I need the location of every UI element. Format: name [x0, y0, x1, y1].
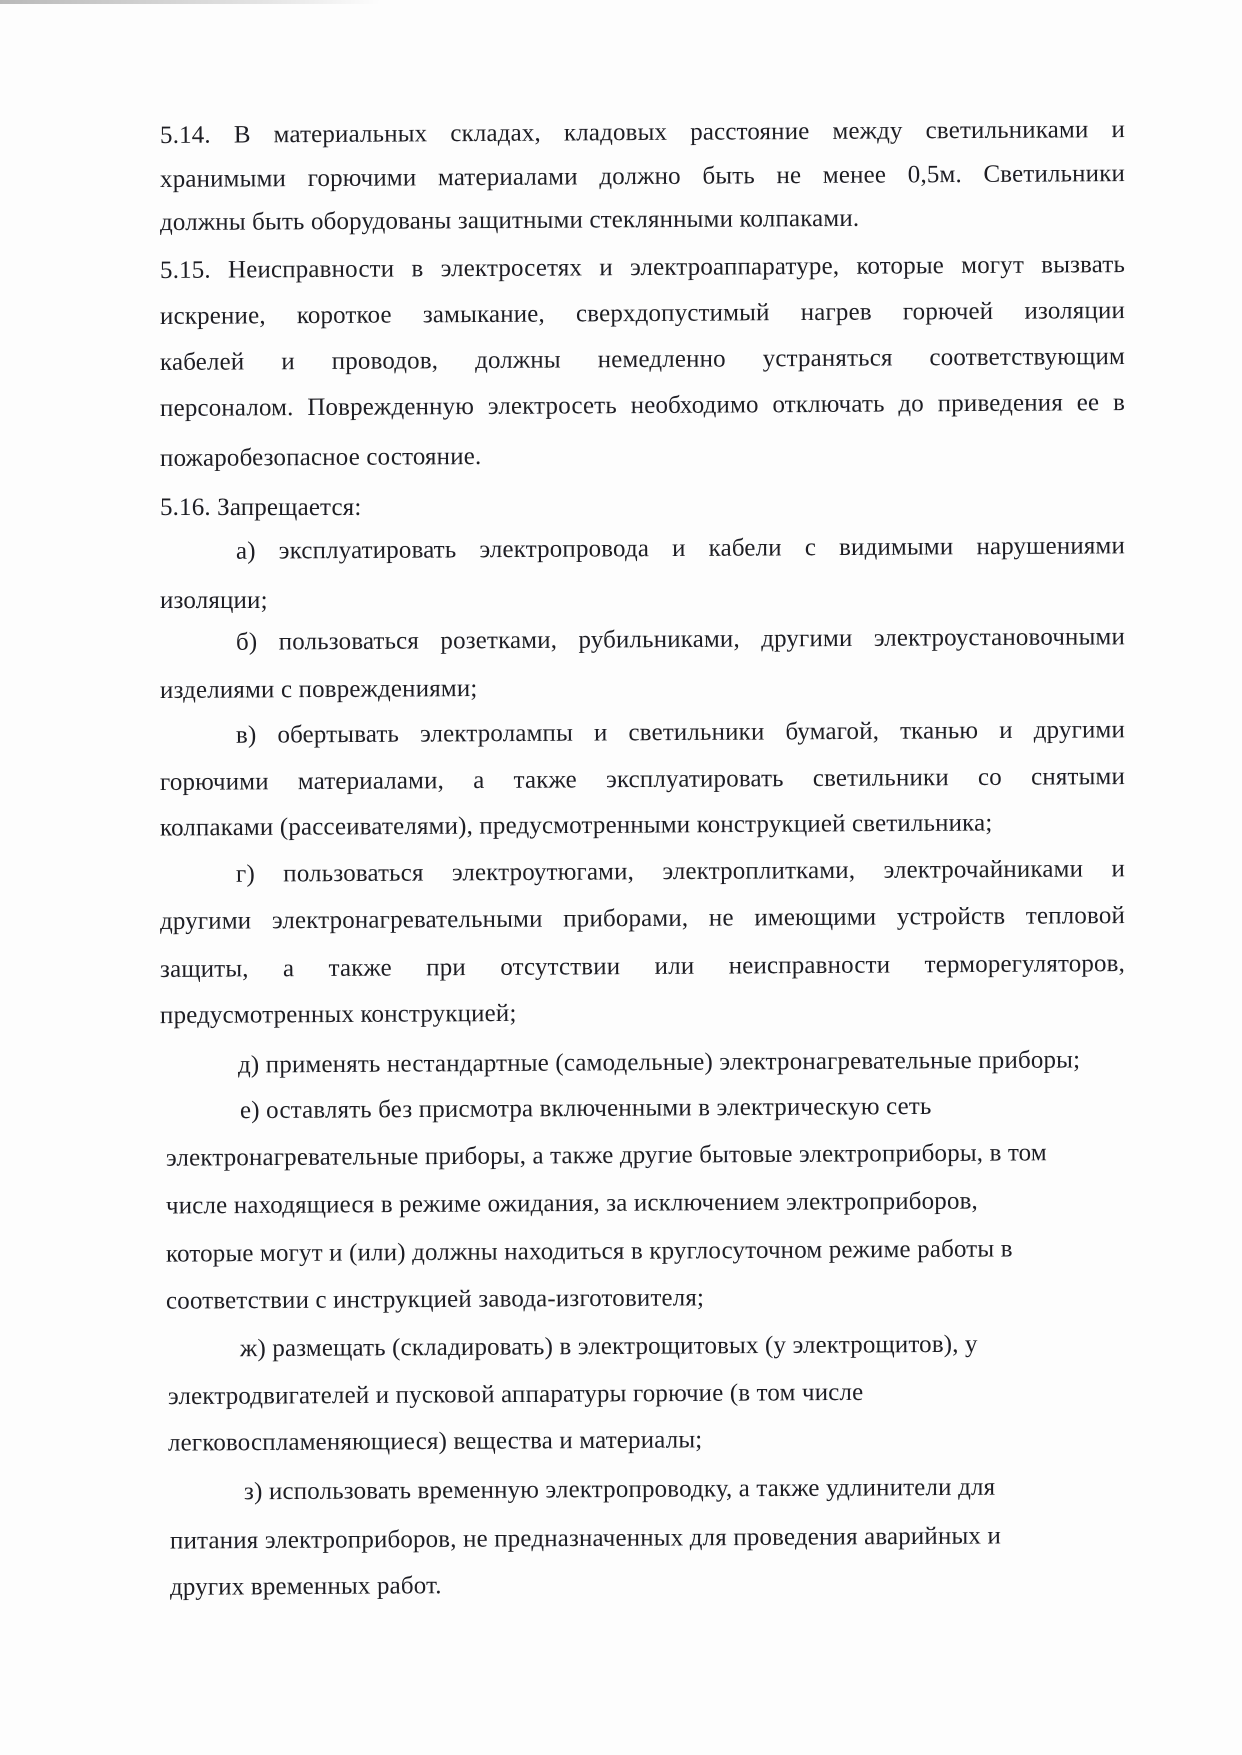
text-line: искрение, короткое замыкание, сверхдопустимый нагрев горючей изоляции: [159, 297, 1126, 330]
text-line: питания электроприборов, не предназначенных для проведения аварийных и: [169, 1522, 1002, 1555]
list-item-line: г) пользоваться электроутюгами, электроплитками, электрочайниками и: [235, 855, 1126, 888]
text-line: персоналом. Поврежденную электросеть необходимо отключать до приведения ее в: [159, 389, 1126, 422]
list-item-line: б) пользоваться розетками, рубильниками, другими электроустановочными: [235, 623, 1126, 656]
text-line: колпаками (рассеивателями), предусмотренными конструкцией светильника;: [159, 809, 993, 842]
text-line: соответствии с инструкцией завода-изготовителя;: [165, 1284, 705, 1315]
text-line: другими электронагревательными приборами, не имеющими устройств тепловой: [159, 902, 1126, 935]
text-line: 5.16. Запрещается:: [160, 494, 362, 521]
text-line: предусмотренных конструкцией;: [159, 999, 517, 1030]
text-line: защиты, а также при отсутствии или неисправности терморегуляторов,: [159, 950, 1126, 983]
text-line: числе находящиеся в режиме ожидания, за исключением электроприборов,: [165, 1187, 978, 1220]
text-line: легковоспламеняющиеся) вещества и материалы;: [167, 1426, 703, 1457]
text-line: должны быть оборудованы защитными стеклянными колпаками.: [159, 204, 860, 237]
text-line: изоляции;: [160, 587, 268, 614]
text-line: которые могут и (или) должны находиться в круглосуточном режиме работы в: [165, 1235, 1013, 1268]
text-line: электродвигателей и пусковой аппаратуры горючие (в том числе: [167, 1378, 864, 1411]
text-line: кабелей и проводов, должны немедленно устраняться соответствующим: [159, 343, 1126, 376]
list-item-line: е) оставлять без присмотра включенными в электрическую сеть: [239, 1092, 932, 1125]
text-line: 5.14. В материальных складах, кладовых расстояние между светильниками и: [159, 116, 1126, 149]
list-item-line: ж) размещать (складировать) в электрощитовых (у электрощитов), у: [239, 1330, 978, 1363]
text-line: хранимыми горючими материалами должно быть не менее 0,5м. Светильники: [159, 160, 1126, 193]
list-item-line: з) использовать временную электропроводку, а также удлинители для: [243, 1473, 996, 1506]
list-item-line: д) применять нестандартные (самодельные) электронагревательные приборы;: [237, 1046, 1081, 1079]
text-line: электронагревательные приборы, а также другие бытовые электроприборы, в том: [165, 1139, 1047, 1172]
list-item-line: а) эксплуатировать электропровода и кабели с видимыми нарушениями: [235, 532, 1126, 565]
text-line: изделиями с повреждениями;: [159, 675, 478, 704]
text-line: 5.15. Неисправности в электросетях и электроаппаратуре, которые могут вызвать: [159, 251, 1126, 284]
text-line: пожаробезопасное состояние.: [159, 443, 482, 472]
list-item-line: в) обертывать электролампы и светильники бумагой, тканью и другими: [235, 716, 1126, 749]
text-line: других временных работ.: [169, 1572, 442, 1601]
text-line: горючими материалами, а также эксплуатировать светильники со снятыми: [159, 763, 1126, 796]
